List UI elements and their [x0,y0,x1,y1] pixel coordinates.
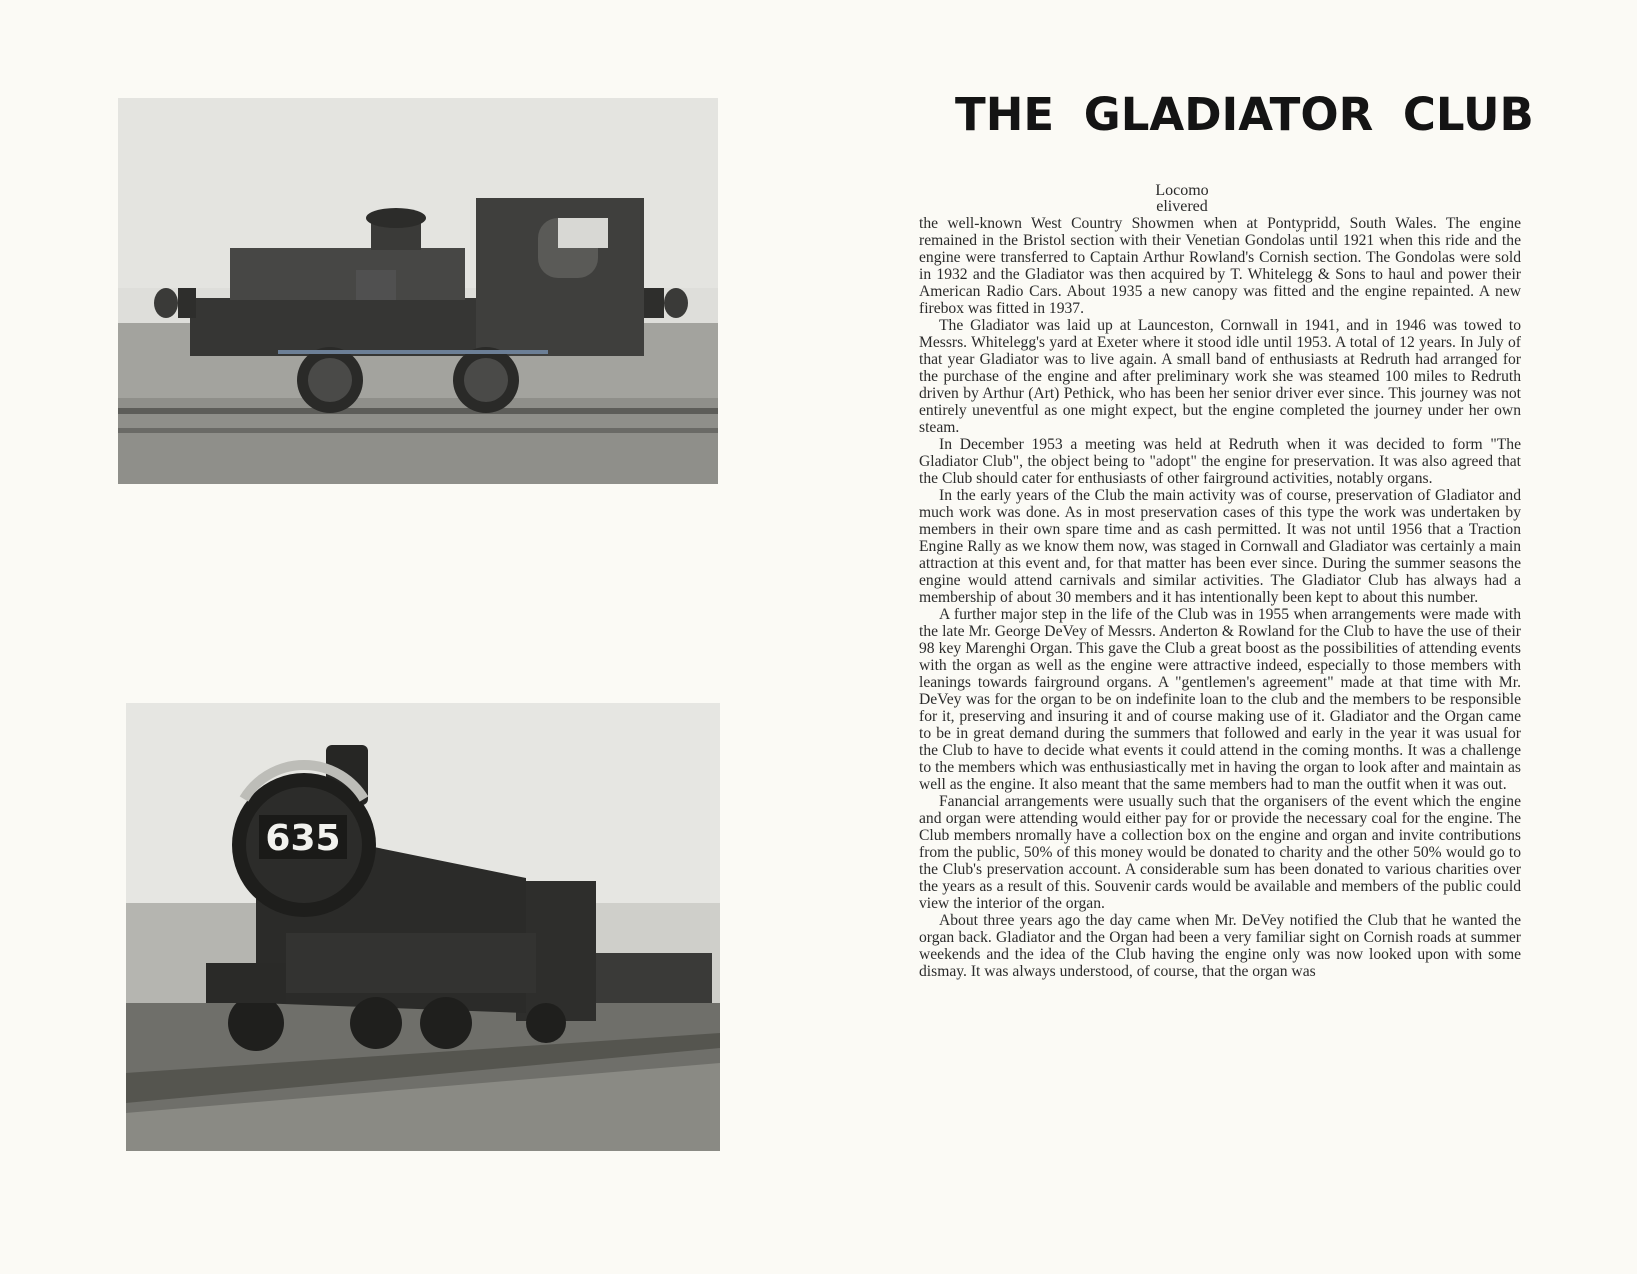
article-paragraph: In the early years of the Club the main activity was of course, preservation of Gladiator and much work was done. As in most preservation cases of this type the work was undertaken by members in their own spare time and as cash permitted. It was not until 1956 that a Traction Engine Rally as we know them now, was staged in Cornwall and Gladiator was certainly a main attraction at this event and, for that matter has been ever since. During the summer seasons the engine would attend carnivals and similar activities. The Gladiator Club has always had a membership of about 30 members and it has intentionally been kept to about this number. [919,487,1521,606]
intro-fragment: Locomo elivered [1155,182,1209,215]
tank-locomotive-illustration [118,98,718,484]
article-paragraph: About three years ago the day came when Mr. DeVey notified the Club that he wanted the organ back. Gladiator and the Organ had been a very familiar sight on Cornish roads at summer weekends and the idea of the Club having the engine only was now looked upon with some dismay. It was always understood, of course, that the organ was [919,912,1521,980]
express-locomotive-illustration [126,703,720,1151]
article-paragraph: A further major step in the life of the Club was in 1955 when arrangements were made with the late Mr. George DeVey of Messrs. Anderton & Rowland for the Club to have the use of their 98 key Marenghi Organ. This gave the Club a great boost as the possibilities of attending events with the organ as well as the engine were attractive indeed, especially to those members with leanings towards fairground organs. A "gentlemen's agreement" made at that time with Mr. DeVey was for the organ to be on indefinite loan to the club and the members to be responsible for it, preserving and insuring it and of course making use of it. Gladiator and the Organ came to be in great demand during the summers that followed and early in the year it was usual for the Club to have to decide what events it could attend in the coming months. It was a challenge to the members which was enthusiastically met in having the organ to look after and maintain as well as the engine. It also meant that the same members had to man the outfit when it was out. [919,606,1521,793]
tank-locomotive-photo [118,98,718,484]
engine-number: 635 [265,818,341,859]
right-page [860,0,1637,1274]
article-paragraph: In December 1953 a meeting was held at Redruth when it was decided to form "The Gladiator Club", the object being to "adopt" the engine for preservation. It was also agreed that the Club should cater for enthusiasts of other fairground activities, notably organs. [919,436,1521,487]
page-title: THE GLADIATOR CLUB [955,88,1534,141]
article-paragraph: Fanancial arrangements were usually such that the organisers of the event which the engine and organ were attending would either pay for or provide the necessary coal for the engine. The Club members nromally have a collection box on the engine and organ and invite contributions from the public, 50% of this money would be donated to charity and the other 50% would go to the Club's preservation account. A considerable sum has been donated to various charities over the years as a result of this. Souvenir cards would be available and members of the public could view the interior of the organ. [919,793,1521,912]
article-paragraph: The Gladiator was laid up at Launceston, Cornwall in 1941, and in 1946 was towed to Messrs. Whitelegg's yard at Exeter where it stood idle until 1953. A total of 12 years. In July of that year Gladiator was to live again. A small band of enthusiasts at Redruth had arranged for the purchase of the engine and after preliminary work she was steamed 100 miles to Redruth driven by Arthur (Art) Pethick, who has been her senior driver ever since. This journey was not entirely uneventful as one might expect, but the engine completed the journey under her own steam. [919,317,1521,436]
article-paragraph: the well-known West Country Showmen when at Pontypridd, South Wales. The engine remained in the Bristol section with their Venetian Gondolas until 1921 when this ride and the engine were transferred to Captain Arthur Rowland's Cornish section. The Gondolas were sold in 1932 and the Gladiator was then acquired by T. Whitelegg & Sons to haul and power their American Radio Cars. About 1935 a new canopy was fitted and the engine repainted. A new firebox was fitted in 1937. [919,215,1521,317]
express-locomotive-photo [126,703,720,1151]
article-body [919,215,1521,980]
